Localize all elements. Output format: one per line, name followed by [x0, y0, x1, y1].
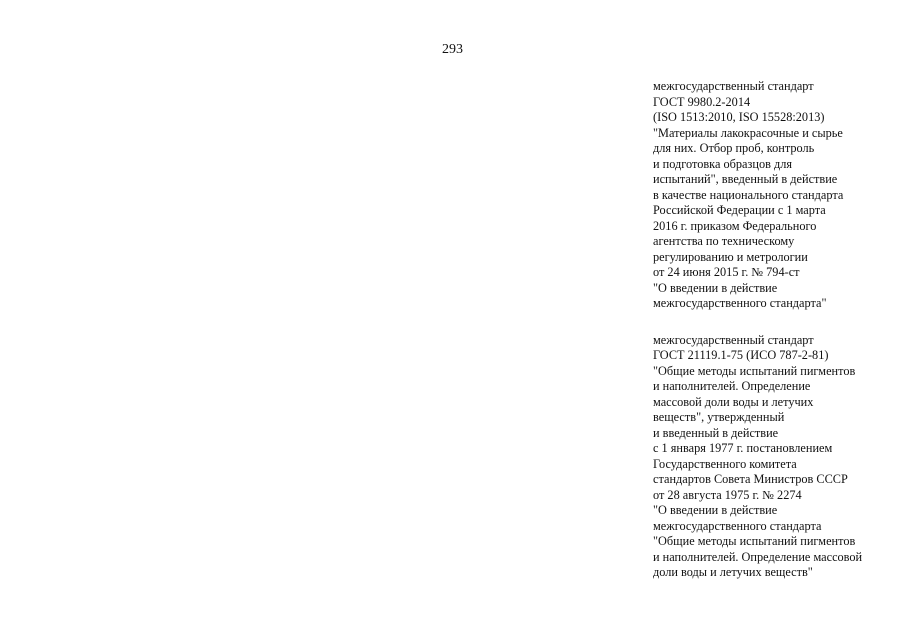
text-line: межгосударственный стандарт — [653, 79, 814, 93]
text-line: регулированию и метрологии — [653, 249, 808, 264]
text-line: для них. Отбор проб, контроль — [653, 141, 815, 155]
text-line: 2016 г. приказом Федерального — [653, 218, 817, 233]
text-line: Российской Федерации с 1 марта — [653, 203, 826, 217]
text-line: с 1 января 1977 г. постановлением — [653, 441, 833, 455]
text-line: массовой доли воды и летучих — [653, 394, 814, 409]
text-line: в качестве национального стандарта — [653, 187, 844, 202]
page-number: 293 — [442, 42, 463, 57]
text-line: испытаний", введенный в действие — [653, 172, 838, 186]
standard-entry-gost-21119-1 — [653, 333, 893, 581]
text-column — [653, 79, 893, 581]
text-line: ГОСТ 9980.2-2014 — [653, 94, 751, 109]
text-line: межгосударственного стандарта" — [653, 296, 827, 310]
text-line: ГОСТ 21119.1-75 (ИСО 787-2-81) — [653, 348, 829, 362]
text-line: агентства по техническому — [653, 234, 795, 248]
text-line: стандартов Совета Министров СССР — [653, 472, 848, 486]
text-line: доли воды и летучих веществ" — [653, 565, 813, 579]
text-line: межгосударственного стандарта — [653, 518, 822, 533]
text-line: и наполнителей. Определение — [653, 379, 811, 393]
text-line: от 28 августа 1975 г. № 2274 — [653, 487, 802, 502]
text-line: "Общие методы испытаний пигментов — [653, 363, 856, 378]
text-line: и подготовка образцов для — [653, 156, 793, 171]
text-line: "Общие методы испытаний пигментов — [653, 534, 856, 548]
text-line: "О введении в действие — [653, 280, 778, 295]
text-line: (ISO 1513:2010, ISO 15528:2013) — [653, 110, 825, 124]
text-line: и наполнителей. Определение массовой — [653, 549, 863, 564]
text-line: и введенный в действие — [653, 425, 779, 440]
text-line: "О введении в действие — [653, 503, 778, 517]
text-line: межгосударственный стандарт — [653, 332, 814, 347]
text-line: Государственного комитета — [653, 456, 797, 471]
text-line: от 24 июня 2015 г. № 794-ст — [653, 265, 800, 279]
text-line: веществ", утвержденный — [653, 410, 785, 424]
standard-entry-gost-9980-2 — [653, 79, 893, 312]
text-line: "Материалы лакокрасочные и сырье — [653, 125, 843, 140]
